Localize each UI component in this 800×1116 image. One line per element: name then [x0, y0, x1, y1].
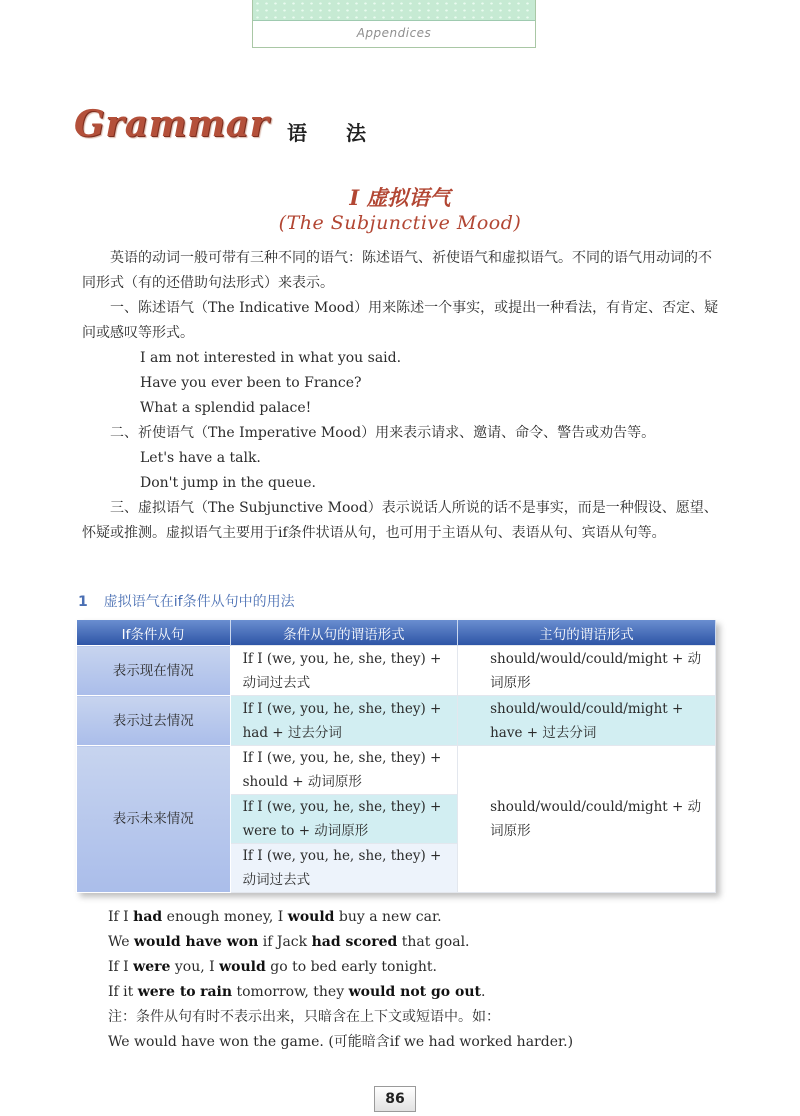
bold-text: would	[219, 959, 266, 975]
text: We	[108, 934, 134, 950]
subjunctive-paragraph: 三、虚拟语气（The Subjunctive Mood）表示说话人所说的话不是事实，而是一种假设、愿望、怀疑或推测。虚拟语气主要用于if条件状语从句，也可用于主语从句、表语从句、宾语从句等。	[82, 500, 718, 541]
example-sentence: Have you ever been to France?	[140, 375, 362, 391]
text: If I	[108, 959, 134, 975]
page-number: 86	[374, 1086, 416, 1112]
example-line	[108, 955, 573, 980]
indicative-paragraph: 一、陈述语气（The Indicative Mood）用来陈述一个事实，或提出一种看法，有肯定、否定、疑问或感叹等形式。	[82, 300, 719, 341]
table-header-cell: If条件从句	[77, 620, 231, 646]
bold-text: had scored	[311, 934, 398, 950]
subjunctive-table	[76, 620, 716, 893]
row-label: 表示过去情况	[77, 696, 231, 746]
main-clause-cell: should/would/could/might + 动词原形	[458, 746, 716, 893]
text: that goal.	[397, 934, 470, 950]
text: if Jack	[258, 934, 312, 950]
subheading	[78, 591, 295, 611]
appendices-header	[252, 0, 536, 48]
grammar-title-cn: 语 法	[287, 121, 382, 145]
header-pattern-band	[253, 0, 535, 21]
text: buy a new car.	[334, 909, 442, 925]
text: .	[481, 984, 486, 1000]
bold-text: had	[133, 909, 163, 925]
clause-cell: If I (we, you, he, she, they) + were to + 动词原形	[230, 795, 458, 844]
example-sentence: Don't jump in the queue.	[140, 475, 316, 491]
note-text: 注：条件从句有时不表示出来，只暗含在上下文或短语中。如：	[108, 1009, 500, 1025]
row-label: 表示未来情况	[77, 746, 231, 893]
example-sentence: What a splendid palace!	[140, 400, 312, 416]
text: go to bed early tonight.	[265, 959, 438, 975]
table-header-cell: 条件从句的谓语形式	[230, 620, 458, 646]
clause-cell: If I (we, you, he, she, they) + should + 动词原形	[230, 746, 458, 795]
text: enough money, I	[162, 909, 288, 925]
example-sentence: Let's have a talk.	[140, 450, 261, 466]
clause-cell: If I (we, you, he, she, they) + 动词过去式	[230, 844, 458, 893]
grammar-title: Grammar	[74, 103, 270, 145]
table-row	[77, 696, 716, 746]
table-header-cell: 主句的谓语形式	[458, 620, 716, 646]
bold-text: would	[287, 909, 335, 925]
text: tomorrow, they	[232, 984, 349, 1000]
clause-cell: If I (we, you, he, she, they) + 动词过去式	[230, 646, 458, 696]
main-clause-cell: should/would/could/might + 动词原形	[458, 646, 716, 696]
example-sentence: I am not interested in what you said.	[140, 350, 402, 366]
example-line	[108, 930, 573, 955]
row-label: 表示现在情况	[77, 646, 231, 696]
text: If I	[108, 909, 134, 925]
section-title-cn: Ⅰ 虚拟语气	[349, 185, 451, 210]
bold-text: rain	[200, 984, 233, 1000]
table-row	[77, 746, 716, 795]
example-line	[108, 905, 573, 930]
note-example: We would have won the game. (可能暗含if we had worked harder.)	[108, 1034, 574, 1050]
example-sentences	[108, 905, 573, 1055]
main-clause-cell: should/would/could/might + have + 过去分词	[458, 696, 716, 746]
subheading-text: 虚拟语气在if条件从句中的用法	[103, 594, 295, 610]
example-line	[108, 980, 573, 1005]
clause-cell: If I (we, you, he, she, they) + had + 过去分词	[230, 696, 458, 746]
table-row	[77, 646, 716, 696]
header-label: Appendices	[356, 26, 432, 40]
subheading-number: 1	[78, 594, 88, 610]
bold-text: were	[133, 959, 171, 975]
text: If it	[108, 984, 138, 1000]
imperative-paragraph: 二、祈使语气（The Imperative Mood）用来表示请求、邀请、命令、警告或劝告等。	[110, 425, 656, 441]
bold-text: would not go out	[348, 984, 481, 1000]
section-title-en: (The Subjunctive Mood)	[278, 212, 522, 234]
bold-text: would have won	[133, 934, 259, 950]
bold-text: were to	[137, 984, 196, 1000]
text: you, I	[170, 959, 220, 975]
intro-paragraph: 英语的动词一般可带有三种不同的语气：陈述语气、祈使语气和虚拟语气。不同的语气用动词的不同形式（有的还借助句法形式）来表示。	[82, 250, 712, 291]
